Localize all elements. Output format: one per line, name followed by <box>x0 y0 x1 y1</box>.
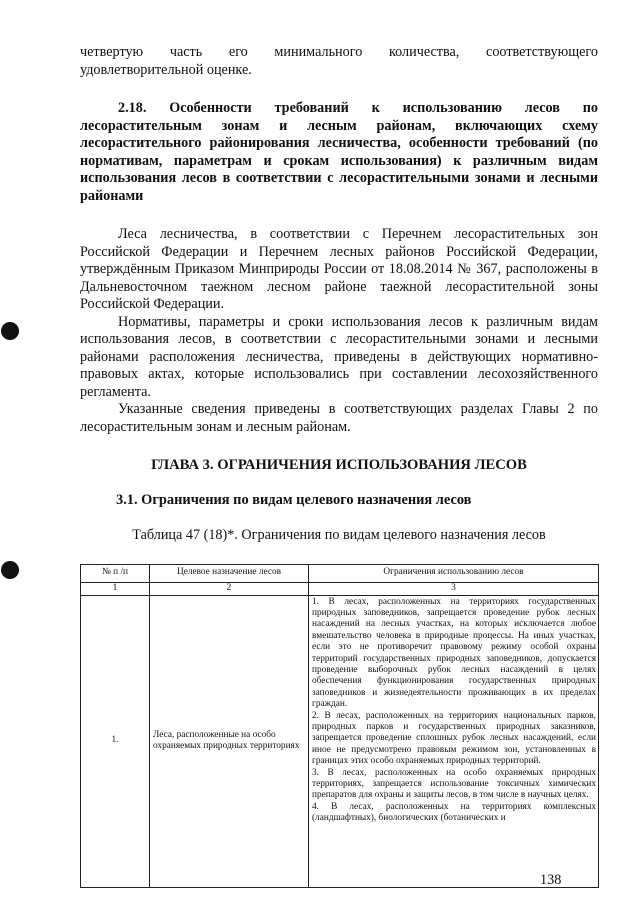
column-number: 1 <box>81 582 150 595</box>
header-number: № п /п <box>81 564 150 582</box>
section-paragraph: Нормативы, параметры и сроки использования лесов к различным видам использования лесов, в соответствии с лесорастительными зонами и лесными районами расположения лесничества, приведены в действующих нормативно-правовых актах, которые использовались при составлении лесохозяйственного регламента. <box>80 313 598 400</box>
header-restrictions: Ограничения использованию лесов <box>309 564 599 582</box>
intro-paragraph: четвертую часть его минимального количества, соответствующего удовлетворительной оценке. <box>80 44 598 78</box>
column-number: 2 <box>150 582 309 595</box>
restriction-item: 3. В лесах, расположенных на особо охраняемых природных территориях, запрещается использование токсичных химических препаратов для охраны и защиты лесов, в том числе в научных целях. <box>312 767 596 801</box>
section-paragraph: Леса лесничества, в соответствии с Перечнем лесорастительных зон Российской Федерации и Перечнем лесных районов Российской Федерации, утверждённым Приказом Минприроды России от 18.08.2014 № 367, расположены в Дальневосточном таежном лесном районе таежной лесорастительной зоны Российской Федерации. <box>80 226 598 312</box>
table-header-row <box>81 564 599 582</box>
page-content <box>80 44 598 888</box>
header-purpose: Целевое назначение лесов <box>150 564 309 582</box>
column-number-row <box>81 582 599 595</box>
subsection-title: 3.1. Ограничения по видам целевого назначения лесов <box>116 492 472 508</box>
restriction-item: 1. В лесах, расположенных на территориях государственных природных заповедников, запрещается проведение рубок лесных насаждений на лесных участках, на которых исключается любое вмешательство человека в природные процессы. На иных участках, если это не противоречит правовому режиму особой охраны территорий государственных природных заповедников, допускается проведение выборочных рубок лесных насаждений в целях обеспечения функционирования государственных природных заповедников и жизнедеятельности проживающих в их пределах граждан. <box>312 596 596 710</box>
row-restrictions <box>309 595 599 887</box>
row-number: 1. <box>81 595 150 887</box>
restriction-item: 4. В лесах, расположенных на территориях комплексных (ландшафтных), биологических (ботанических и <box>312 801 596 824</box>
table-row <box>81 595 599 887</box>
punch-hole <box>1 561 19 579</box>
page-number: 138 <box>540 872 562 888</box>
row-purpose: Леса, расположенные на особо охраняемых природных территориях <box>150 595 309 887</box>
column-number: 3 <box>309 582 599 595</box>
section-paragraph: Указанные сведения приведены в соответствующих разделах Главы 2 по лесорастительным зонам и лесным районам. <box>80 401 598 435</box>
punch-hole <box>1 322 19 340</box>
restriction-item: 2. В лесах, расположенных на территориях национальных парков, природных парков и государственных природных заказников, запрещается проведение сплошных рубок лесных насаждений, если иное не предусмотрено правовым режимом зон, установленных в границах этих особо охраняемых природных территорий. <box>312 710 596 767</box>
section-heading: 2.18. Особенности требований к использованию лесов по лесорастительным зонам и лесным районам, включающих схему лесорастительного районирования лесничества, особенности требований (по нормативам, параметрам и срокам использования) к различным видам использования лесов в соответствии с лесорастительными зонами и лесными районами <box>80 100 598 204</box>
table-caption: Таблица 47 (18)*. Ограничения по видам целевого назначения лесов <box>132 527 546 543</box>
chapter-title: ГЛАВА 3. ОГРАНИЧЕНИЯ ИСПОЛЬЗОВАНИЯ ЛЕСОВ <box>151 457 527 473</box>
restrictions-table <box>80 564 599 888</box>
